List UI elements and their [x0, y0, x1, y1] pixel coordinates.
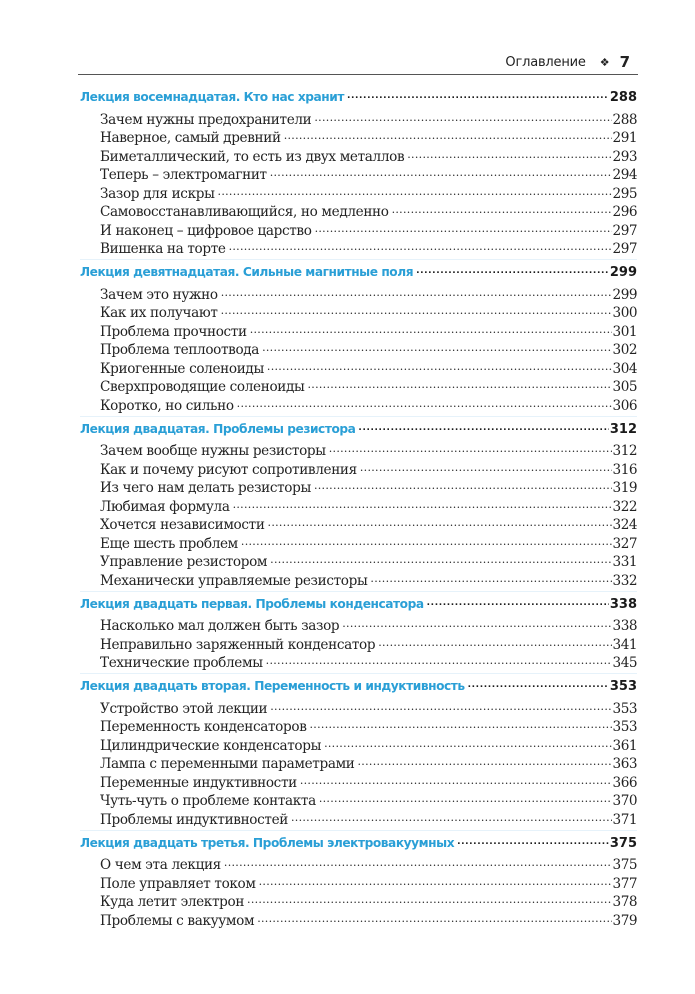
entry-title: Переменные индуктивности: [100, 774, 297, 791]
toc-entry[interactable]: [80, 129, 637, 148]
toc-section: [80, 89, 637, 258]
dot-leader: [218, 184, 612, 198]
entry-page: 305: [612, 379, 637, 396]
chapter-heading[interactable]: [80, 835, 637, 856]
chapter-heading[interactable]: [80, 678, 637, 699]
entry-page: 319: [612, 480, 637, 497]
entry-title: Неправильно заряженный конденсатор: [100, 636, 376, 653]
dot-leader: [310, 718, 612, 732]
entry-title: Чуть-чуть о проблеме контакта: [100, 793, 316, 810]
entry-title: Любимая формула: [100, 498, 230, 515]
entry-page: 353: [612, 700, 637, 717]
dot-leader: [300, 773, 612, 787]
entry-title: Механически управляемые резисторы: [100, 572, 368, 589]
dot-leader: [416, 264, 609, 276]
entry-title: Цилиндрические конденсаторы: [100, 737, 322, 754]
chapter-heading[interactable]: [80, 264, 637, 285]
dot-leader: [427, 596, 609, 608]
chapter-title: Лекция двадцатая. Проблемы резистора: [80, 421, 356, 436]
toc-entry[interactable]: [80, 617, 637, 636]
dot-leader: [250, 322, 612, 336]
entry-page: 288: [612, 111, 637, 128]
toc-entry[interactable]: [80, 773, 637, 792]
entry-title: Зачем нужны предохранители: [100, 111, 312, 128]
dot-leader: [468, 678, 609, 690]
chapter-heading[interactable]: [80, 596, 637, 617]
toc-section: [80, 835, 637, 930]
toc-entry[interactable]: [80, 322, 637, 341]
dot-leader: [314, 479, 612, 493]
toc-entry[interactable]: [80, 736, 637, 755]
dot-leader: [407, 147, 611, 161]
entry-title: Куда летит электрон: [100, 894, 245, 911]
toc-section: [80, 596, 637, 673]
chapter-title: Лекция двадцать третья. Проблемы электровакуумных: [80, 835, 455, 850]
dot-leader: [307, 378, 611, 392]
page-number: 7: [619, 53, 630, 71]
entry-title: Технические проблемы: [100, 655, 263, 672]
dot-leader: [221, 304, 612, 318]
entry-page: 379: [612, 912, 637, 929]
toc-entry[interactable]: [80, 571, 637, 590]
dot-leader: [247, 893, 612, 907]
dot-leader: [284, 129, 612, 143]
toc-entry[interactable]: [80, 460, 637, 479]
entry-title: Коротко, но сильно: [100, 397, 234, 414]
toc-entry[interactable]: [80, 553, 637, 572]
entry-page: 316: [612, 461, 637, 478]
toc-entry[interactable]: [80, 479, 637, 498]
entry-page: 295: [612, 185, 637, 202]
dot-leader: [342, 617, 611, 631]
entry-title: Проблемы с вакуумом: [100, 912, 255, 929]
toc-entry[interactable]: [80, 396, 637, 415]
dot-leader: [270, 166, 612, 180]
entry-title: Проблемы индуктивностей: [100, 811, 288, 828]
dot-leader: [291, 810, 612, 824]
toc-entry[interactable]: [80, 874, 637, 893]
entry-page: 375: [612, 857, 637, 874]
toc-entry[interactable]: [80, 792, 637, 811]
entry-page: 296: [612, 204, 637, 221]
entry-page: 377: [612, 875, 637, 892]
entry-page: 291: [612, 130, 637, 147]
entry-title: Зазор для искры: [100, 185, 215, 202]
entry-title: Вишенка на торте: [100, 241, 226, 258]
chapter-title: Лекция двадцать вторая. Переменность и индуктивность: [80, 679, 465, 694]
toc-entry[interactable]: [80, 147, 637, 166]
chapter-title: Лекция двадцать первая. Проблемы конденсатора: [80, 596, 424, 611]
dot-leader: [314, 110, 611, 124]
dot-leader: [360, 460, 612, 474]
toc-entry[interactable]: [80, 635, 637, 654]
entry-page: 378: [612, 894, 637, 911]
entry-title: Самовосстанавливающийся, но медленно: [100, 204, 389, 221]
dot-leader: [267, 359, 612, 373]
entry-page: 332: [612, 572, 637, 589]
entry-title: Проблема прочности: [100, 323, 247, 340]
dot-leader: [257, 911, 611, 925]
entry-title: Устройство этой лекции: [100, 700, 268, 717]
dot-leader: [347, 89, 609, 101]
toc-entry[interactable]: [80, 654, 637, 673]
entry-page: 363: [612, 756, 637, 773]
dot-leader: [315, 221, 612, 235]
entry-title: Лампа с переменными параметрами: [100, 756, 355, 773]
toc-entry[interactable]: [80, 166, 637, 185]
dot-leader: [392, 203, 612, 217]
entry-title: Как и почему рисуют сопротивления: [100, 461, 357, 478]
toc-entry[interactable]: [80, 911, 637, 930]
chapter-page: 338: [609, 596, 637, 612]
entry-title: Из чего нам делать резисторы: [100, 480, 311, 497]
entry-page: 306: [612, 397, 637, 414]
chapter-page: 312: [609, 421, 637, 437]
entry-page: 345: [612, 655, 637, 672]
entry-page: 327: [612, 535, 637, 552]
toc-entry[interactable]: [80, 285, 637, 304]
toc-entry[interactable]: [80, 110, 637, 129]
toc-entry[interactable]: [80, 856, 637, 875]
toc-entry[interactable]: [80, 718, 637, 737]
entry-page: 300: [612, 305, 637, 322]
toc-entry[interactable]: [80, 304, 637, 323]
toc-section: [80, 678, 637, 829]
dot-leader: [221, 285, 612, 299]
toc-entry[interactable]: [80, 184, 637, 203]
entry-page: 294: [612, 167, 637, 184]
entry-page: 297: [612, 241, 637, 258]
entry-page: 338: [612, 618, 637, 635]
dot-leader: [358, 421, 608, 433]
entry-title: Проблема теплоотвода: [100, 342, 260, 359]
dot-leader: [319, 792, 612, 806]
toc-section: [80, 264, 637, 415]
entry-title: Поле управляет током: [100, 875, 256, 892]
dot-leader: [329, 442, 612, 456]
toc-entry[interactable]: [80, 359, 637, 378]
entry-title: О чем эта лекция: [100, 857, 221, 874]
dot-leader: [266, 654, 612, 668]
chapter-page: 299: [609, 265, 637, 281]
entry-title: Переменность конденсаторов: [100, 719, 307, 736]
chapter-title: Лекция восемнадцатая. Кто нас хранит: [80, 90, 344, 105]
dot-leader: [233, 497, 612, 511]
entry-title: Насколько мал должен быть зазор: [100, 618, 340, 635]
dot-leader: [229, 240, 612, 254]
toc-entry[interactable]: [80, 516, 637, 535]
entry-page: 371: [612, 811, 637, 828]
entry-title: И наконец – цифровое царство: [100, 222, 312, 239]
dot-leader: [457, 835, 609, 847]
table-of-contents: [80, 89, 637, 930]
dot-leader: [270, 699, 611, 713]
toc-entry[interactable]: [80, 810, 637, 829]
toc-entry[interactable]: [80, 534, 637, 553]
toc-entry[interactable]: [80, 497, 637, 516]
chapter-heading[interactable]: [80, 421, 637, 442]
chapter-page: 288: [609, 90, 637, 106]
entry-title: Зачем это нужно: [100, 286, 218, 303]
entry-page: 299: [612, 286, 637, 303]
entry-title: Управление резистором: [100, 554, 268, 571]
entry-page: 324: [612, 517, 637, 534]
entry-page: 301: [612, 323, 637, 340]
entry-page: 304: [612, 360, 637, 377]
entry-title: Биметаллический, то есть из двух металлов: [100, 148, 405, 165]
entry-title: Наверное, самый древний: [100, 130, 281, 147]
toc-section: [80, 421, 637, 590]
toc-entry[interactable]: [80, 442, 637, 461]
dot-leader: [370, 571, 611, 585]
entry-page: 341: [612, 636, 637, 653]
header-title: Оглавление: [505, 54, 586, 70]
toc-entry[interactable]: [80, 221, 637, 240]
entry-page: 322: [612, 498, 637, 515]
entry-title: Хочется независимости: [100, 517, 265, 534]
toc-entry[interactable]: [80, 755, 637, 774]
dot-leader: [237, 396, 612, 410]
chapter-title: Лекция девятнадцатая. Сильные магнитные поля: [80, 265, 414, 280]
toc-entry[interactable]: [80, 240, 637, 259]
entry-page: 302: [612, 342, 637, 359]
toc-entry[interactable]: [80, 699, 637, 718]
entry-title: Как их получают: [100, 305, 218, 322]
entry-title: Теперь – электромагнит: [100, 167, 267, 184]
entry-page: 353: [612, 719, 637, 736]
entry-page: 297: [612, 222, 637, 239]
toc-entry[interactable]: [80, 341, 637, 360]
dot-leader: [259, 874, 612, 888]
dot-leader: [224, 856, 612, 870]
dot-leader: [262, 341, 611, 355]
toc-entry[interactable]: [80, 893, 637, 912]
ornament-icon: ❖: [599, 55, 610, 69]
chapter-heading[interactable]: [80, 89, 637, 110]
entry-page: 361: [612, 737, 637, 754]
dot-leader: [268, 516, 612, 530]
entry-page: 370: [612, 793, 637, 810]
dot-leader: [378, 635, 611, 649]
running-header: [78, 50, 638, 75]
entry-page: 293: [612, 148, 637, 165]
dot-leader: [324, 736, 611, 750]
entry-page: 331: [612, 554, 637, 571]
entry-page: 366: [612, 774, 637, 791]
entry-title: Зачем вообще нужны резисторы: [100, 443, 326, 460]
entry-title: Еще шесть проблем: [100, 535, 238, 552]
dot-leader: [241, 534, 612, 548]
dot-leader: [270, 553, 611, 567]
toc-entry[interactable]: [80, 378, 637, 397]
chapter-page: 353: [609, 679, 637, 695]
entry-page: 312: [612, 443, 637, 460]
entry-title: Криогенные соленоиды: [100, 360, 264, 377]
entry-title: Сверхпроводящие соленоиды: [100, 379, 305, 396]
toc-entry[interactable]: [80, 203, 637, 222]
chapter-page: 375: [609, 835, 637, 851]
dot-leader: [358, 755, 612, 769]
